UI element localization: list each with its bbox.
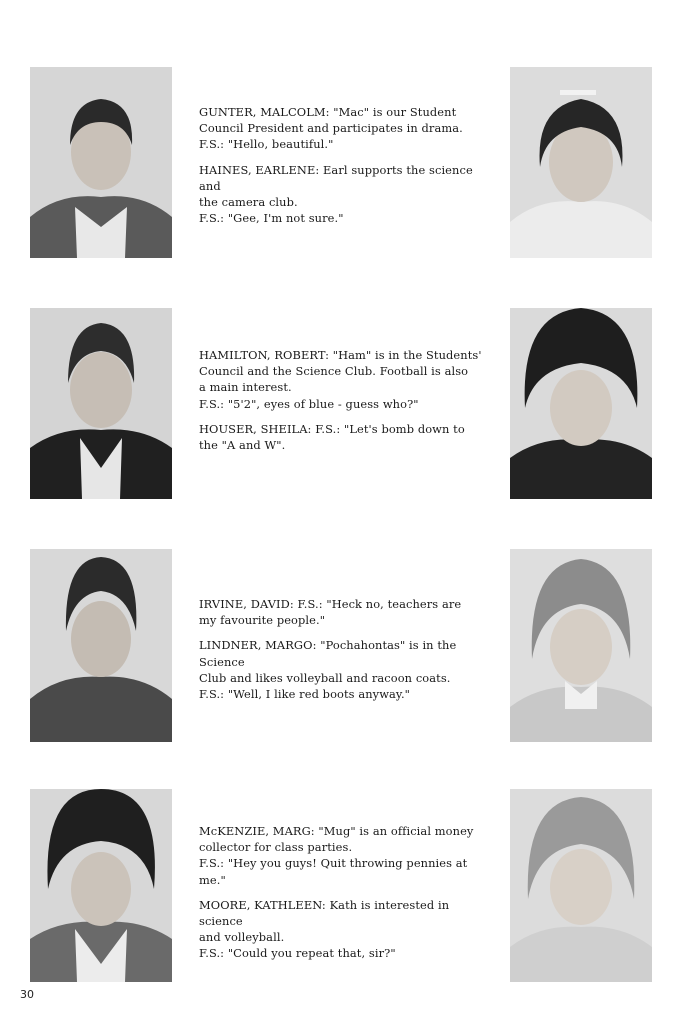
entry-line: collector for class parties. bbox=[199, 840, 353, 855]
student-entry bbox=[199, 421, 494, 453]
entry-line: F.S.: "Hello, beautiful." bbox=[199, 137, 334, 152]
student-entries bbox=[199, 596, 494, 711]
student-entry bbox=[199, 637, 494, 702]
entry-line: F.S.: "Gee, I'm not sure." bbox=[199, 211, 344, 226]
entry-line: McKENZIE, MARG: "Mug" is an official money bbox=[199, 824, 474, 838]
portrait-photo bbox=[30, 67, 172, 258]
entry-line: HOUSER, SHEILA: F.S.: "Let's bomb down to bbox=[199, 421, 465, 436]
portrait-photo bbox=[30, 308, 172, 499]
entry-line: MOORE, KATHLEEN: Kath is interested in science bbox=[199, 897, 450, 929]
entry-line: F.S.: "Well, I like red boots anyway." bbox=[199, 687, 411, 702]
entry-line: Club and likes volleyball and racoon coats. bbox=[199, 670, 451, 685]
entry-line: HAMILTON, ROBERT: "Ham" is in the Students' bbox=[199, 348, 482, 362]
entry-line: F.S.: "Hey you guys! Quit throwing pennies at bbox=[199, 856, 468, 871]
student-entries bbox=[199, 104, 494, 235]
student-entry bbox=[199, 596, 494, 628]
entry-line: HAINES, EARLENE: Earl supports the science and bbox=[199, 162, 473, 193]
page-number: 30 bbox=[20, 988, 34, 1001]
entry-line: the "A and W". bbox=[199, 438, 286, 453]
entry-line: LINDNER, MARGO: "Pochahontas" is in the Science bbox=[199, 638, 457, 669]
entry-line: F.S.: "Could you repeat that, sir?" bbox=[199, 946, 396, 961]
entry-line: GUNTER, MALCOLM: "Mac" is our Student bbox=[199, 105, 457, 119]
entry-line: Council and the Science Club. Football is also bbox=[199, 364, 469, 379]
entry-line: a main interest. bbox=[199, 380, 292, 395]
portrait-photo bbox=[510, 308, 652, 499]
student-entry bbox=[199, 897, 494, 962]
portrait-photo bbox=[510, 67, 652, 258]
student-entries bbox=[199, 823, 494, 971]
student-entry bbox=[199, 162, 494, 227]
entry-line: the camera club. bbox=[199, 195, 298, 210]
portrait-photo bbox=[30, 549, 172, 742]
entry-line: my favourite people." bbox=[199, 613, 326, 628]
portrait-photo bbox=[510, 549, 652, 742]
student-entry bbox=[199, 104, 494, 153]
portrait-photo bbox=[510, 789, 652, 982]
student-entries bbox=[199, 347, 494, 462]
entry-line: IRVINE, DAVID: F.S.: "Heck no, teachers are bbox=[199, 597, 462, 611]
student-entry bbox=[199, 347, 494, 412]
entry-line: me." bbox=[199, 872, 226, 887]
portrait-photo bbox=[30, 789, 172, 982]
entry-line: Council President and participates in drama. bbox=[199, 121, 463, 136]
entry-line: and volleyball. bbox=[199, 930, 285, 945]
entry-line: F.S.: "5'2", eyes of blue - guess who?" bbox=[199, 396, 419, 411]
student-entry bbox=[199, 823, 494, 888]
